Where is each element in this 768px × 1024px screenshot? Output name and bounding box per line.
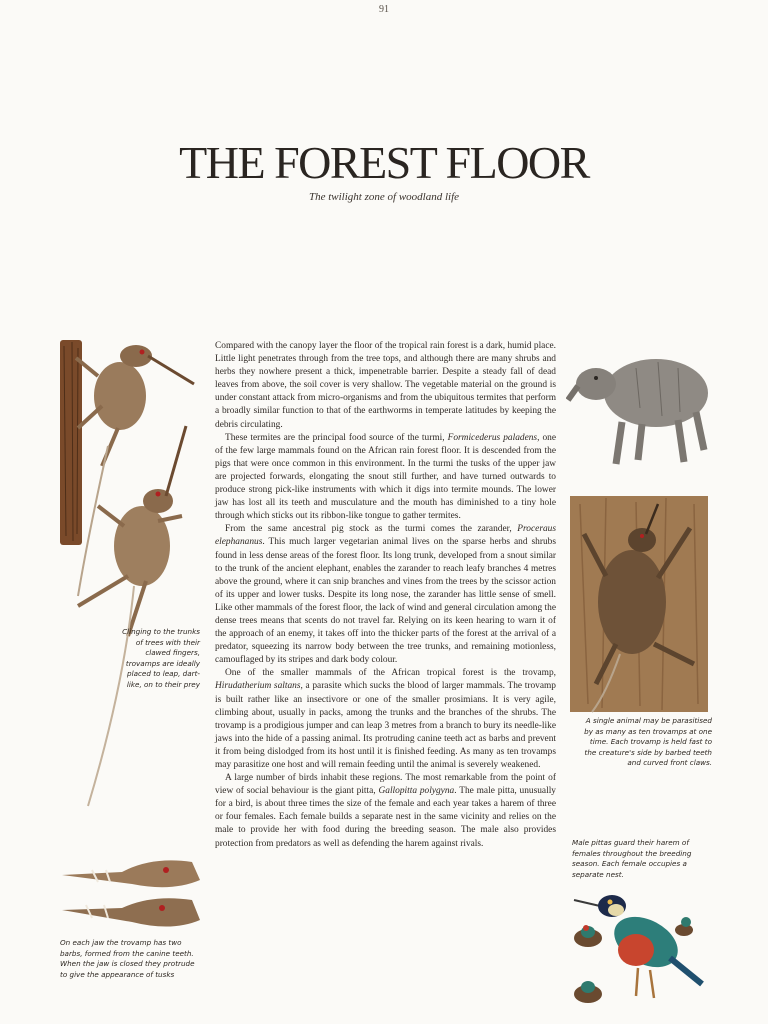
article-body bbox=[215, 340, 556, 851]
paragraph-5: A large number of birds inhabit these regions. The most remarkable from the point of view of social behaviour is the giant pitta, Gallopitta polygyna. The male pitta, unusually for a bird, is about three times the size of the female and each year takes a harem of three or four females. Each female builds a separate nest in the same vicinity and relies on the male to provide her with food during the breeding season. The male also provides protection from predators as well as defending the harem against rivals. bbox=[215, 773, 556, 849]
zarander-illustration bbox=[566, 338, 712, 473]
scientific-name-turmi: Formicederus paladens bbox=[447, 432, 538, 443]
trovamp-head-illustration bbox=[62, 850, 202, 935]
page-subtitle: The twilight zone of woodland life bbox=[308, 191, 460, 203]
trovamp-climbing-illustration bbox=[58, 336, 208, 816]
pitta-bird-illustration bbox=[566, 886, 712, 1010]
paragraph-2: These termites are the principal food source of the turmi, Formicederus paladens, one of the few large mammals found on the African rain forest floor. It is descended from the pigs that were once common in this environment. In the turmi the tusks of the upper jaw are projected forwards, elongating the snout still further, and have turned outwards to produce strong pick-like instruments with which it digs into termite mounds. The lower jaw has lost all its teeth and musculature and the mouth has diminished to a tiny hole through which sticks out its ribbon-like tongue to gather termites. bbox=[215, 432, 556, 522]
scientific-name-trovamp: Hirudatherium saltans bbox=[215, 681, 301, 692]
page-number: 91 bbox=[379, 4, 389, 15]
scientific-name-pitta: Gallopitta polygyna bbox=[378, 786, 455, 797]
caption-clinging: Clinging to the trunks of trees with their clawed fingers, trovamps are ideally placed to leap, dart-like, on to their prey bbox=[122, 627, 200, 689]
caption-jaws: On each jaw the trovamp has two barbs, formed from the canine teeth. When the jaw is closed they protrude to give the appearance of tusks bbox=[60, 938, 195, 979]
page-title: THE FOREST FLOOR bbox=[179, 137, 589, 188]
paragraph-4: One of the smaller mammals of the African tropical forest is the trovamp, Hirudatherium saltans, a parasite which sucks the blood of larger mammals. The trovamp is built rather like an insectivore or one of the smaller prosimians. It is very agile, climbing about, usually in packs, among the trunks and the branches of the shrubs. The trovamp is a prodigious jumper and can leap 3 metres from a branch to bury its needle-like jaws into the hide of a passing animal. Its protruding canine teeth act as barbs and prevent it from being dislodged from its host until it is finished feeding. As many as ten trovamps may parasitize one host and will remain feeding until the animal is severely weakened. bbox=[215, 668, 556, 770]
paragraph-1: Compared with the canopy layer the floor of the tropical rain forest is a dark, humid place. Little light penetrates through from the tree tops, and although there are many shrubs and herbs they nowhere present a thick, impenetrable barrier. Despite a steady fall of dead leaves from above, the soil cover is very shallow. The vegetable material on the ground is under constant attack from micro-organisms and from the ubiquitous termites that perform a broadly similar function to that of the earthworms in temperate latitudes by keeping the debris circulating. bbox=[215, 341, 556, 430]
paragraph-3: From the same ancestral pig stock as the turmi comes the zarander, Proceraus elephananus. This much larger vegetarian animal lives on the sparse herbs and shrubs found in less dense areas of the forest floor. Its long trunk, developed from a snout similar to the trunk of the ancient elephant, enables the zarander to reach leafy branches 4 metres above the ground, where it can snip branches and vines from the trees by the scissor action of its upper and lower tusks. Despite its long nose, the zarander has little sense of smell. Like other mammals of the forest floor, the lack of wind and general circulation among the dense trees means that scents do not travel far. Relying on its keen hearing to warn it of the approach of an enemy, it takes off into the thicker parts of the forest at the arrival of a predator, squeezing its narrow body between the tree trunks, and remaining motionless, camouflaged by its stripes and dark body colour. bbox=[215, 524, 556, 666]
parasitised-animal-illustration bbox=[566, 494, 712, 714]
caption-pittas: Male pittas guard their harem of females throughout the breeding season. Each female occupies a separate nest. bbox=[572, 838, 692, 879]
scientific-name-zarander: Proceraus elephananus bbox=[215, 524, 556, 548]
caption-parasite: A single animal may be parasitised by as many as ten trovamps at one time. Each trovamp is held fast to the creature's side by barbed teeth and curved front claws. bbox=[584, 716, 712, 767]
